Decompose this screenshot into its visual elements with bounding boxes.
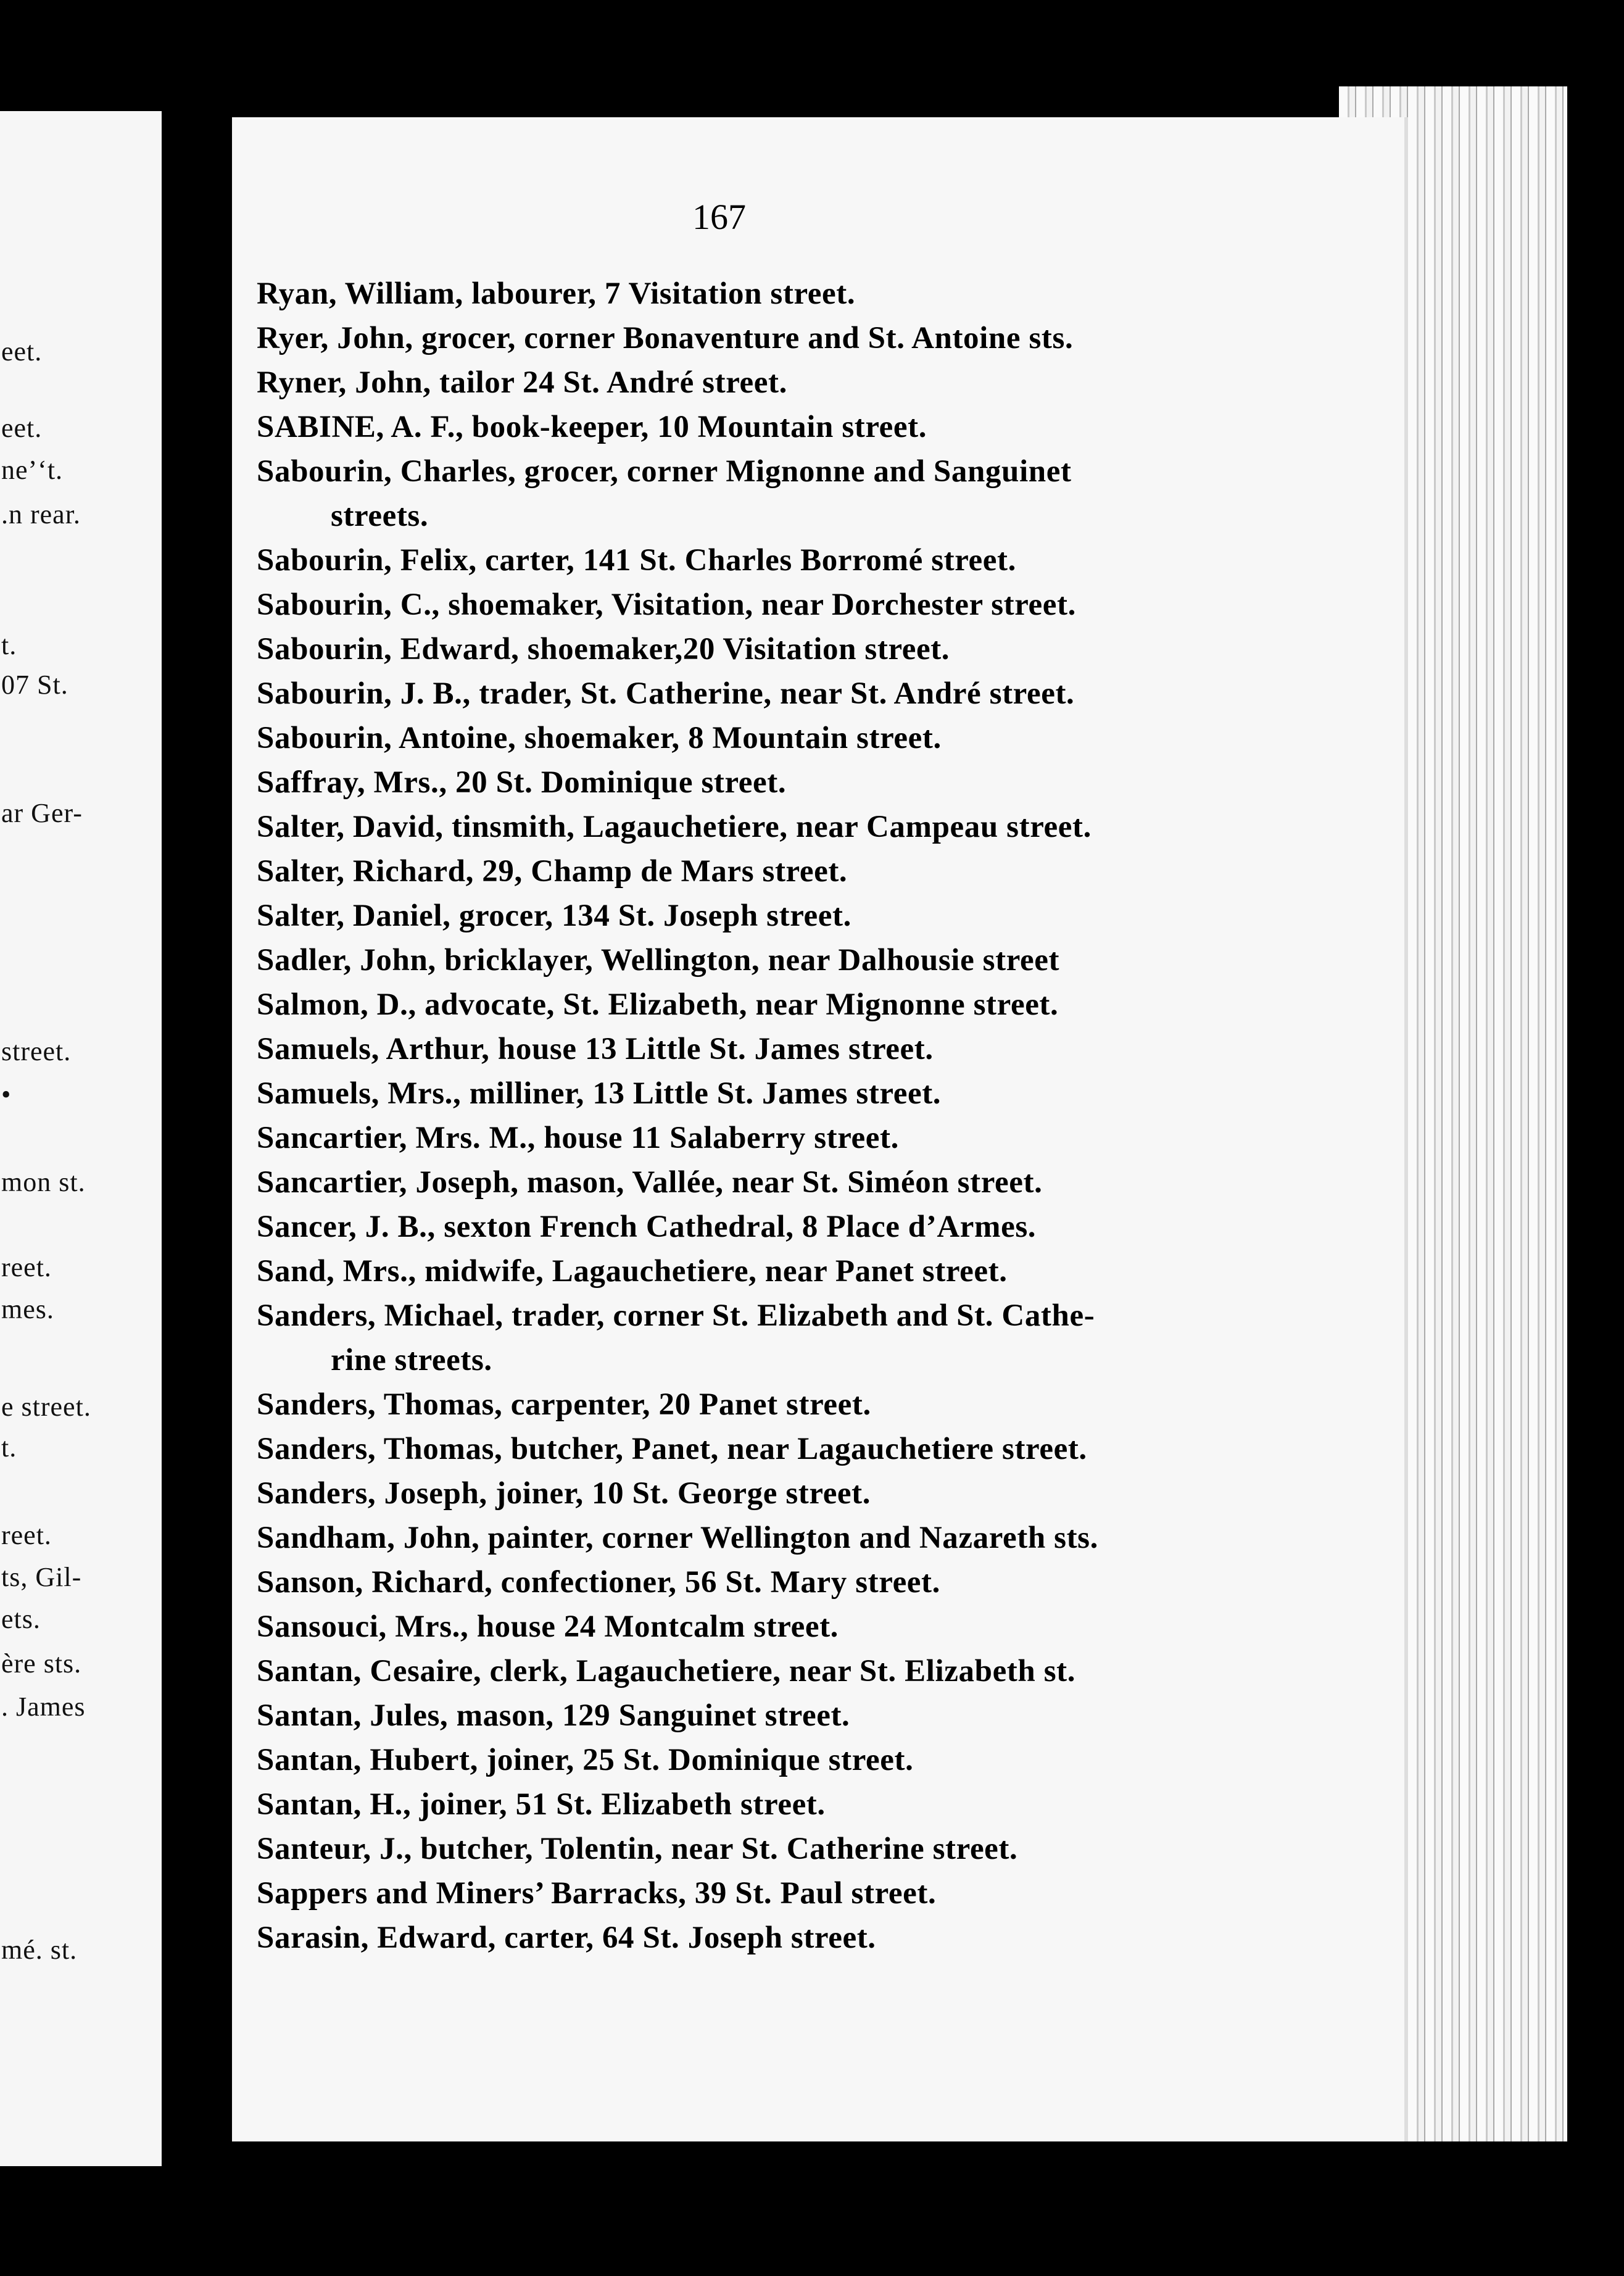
- directory-entry: [257, 360, 1306, 405]
- left-fragment: eet.: [1, 413, 43, 443]
- entry-text: Sanson, Richard, confectioner, 56 St. Mary street.: [257, 1565, 940, 1600]
- entry-text: Salter, Daniel, grocer, 134 St. Joseph street.: [257, 899, 851, 933]
- entry-text: Sancartier, Mrs. M., house 11 Salaberry street.: [257, 1121, 899, 1155]
- directory-entry: [257, 1471, 1306, 1516]
- left-fragment: ère sts.: [1, 1648, 82, 1679]
- directory-entry: [257, 1649, 1306, 1693]
- left-fragment: mon st.: [1, 1167, 86, 1197]
- entry-text: Sansouci, Mrs., house 24 Montcalm street.: [257, 1609, 839, 1644]
- entry-text: Sadler, John, bricklayer, Wellington, near Dalhousie street: [257, 943, 1060, 978]
- directory-entry: [257, 1916, 1306, 1960]
- entry-text: Salter, David, tinsmith, Lagauchetiere, near Campeau street.: [257, 810, 1092, 844]
- directory-entry: [257, 1205, 1306, 1249]
- left-fragment: mes.: [1, 1294, 54, 1324]
- directory-entries: [257, 272, 1306, 1960]
- entry-text: Samuels, Mrs., milliner, 13 Little St. James street.: [257, 1076, 942, 1111]
- entry-text: Sabourin, Felix, carter, 141 St. Charles Borromé street.: [257, 543, 1016, 578]
- directory-entry: [257, 1782, 1306, 1827]
- entry-text: Sabourin, Edward, shoemaker,20 Visitation street.: [257, 632, 950, 667]
- directory-entry: [257, 1249, 1306, 1294]
- directory-entry: [257, 982, 1306, 1027]
- entry-text: Sancartier, Joseph, mason, Vallée, near St. Siméon street.: [257, 1165, 1043, 1200]
- entry-text: Sabourin, J. B., trader, St. Catherine, near St. André street.: [257, 676, 1075, 711]
- entry-continuation: streets.: [331, 499, 429, 533]
- left-fragment: t.: [1, 1432, 17, 1463]
- left-fragment: ets.: [1, 1604, 41, 1634]
- directory-entry: [257, 449, 1306, 538]
- directory-entry: [257, 805, 1306, 849]
- entry-text: Samuels, Arthur, house 13 Little St. James street.: [257, 1032, 934, 1066]
- left-fragment: reet.: [1, 1252, 52, 1282]
- entry-text: Santan, Hubert, joiner, 25 St. Dominique street.: [257, 1743, 914, 1777]
- entry-text: SABINE, A. F., book-keeper, 10 Mountain street.: [257, 410, 927, 444]
- entry-text: Santeur, J., butcher, Tolentin, near St. Catherine street.: [257, 1832, 1018, 1866]
- entry-text: Sabourin, Charles, grocer, corner Mignonne and Sanguinet: [257, 454, 1072, 489]
- directory-entry: [257, 716, 1306, 760]
- directory-entry: [257, 1427, 1306, 1471]
- entry-text: Sappers and Miners’ Barracks, 39 St. Paul street.: [257, 1876, 937, 1911]
- entry-text: Ryan, William, labourer, 7 Visitation street.: [257, 276, 856, 311]
- entry-text: Santan, Jules, mason, 129 Sanguinet street.: [257, 1698, 850, 1733]
- entry-text: Saffray, Mrs., 20 St. Dominique street.: [257, 765, 787, 800]
- left-fragment: •: [1, 1079, 12, 1110]
- directory-entry: [257, 1738, 1306, 1782]
- entry-text: Salmon, D., advocate, St. Elizabeth, near Mignonne street.: [257, 987, 1059, 1022]
- directory-entry: [257, 1871, 1306, 1916]
- left-fragment: ts, Gil-: [1, 1562, 82, 1592]
- left-fragment: t.: [1, 630, 17, 660]
- entry-text: Sabourin, C., shoemaker, Visitation, near Dorchester street.: [257, 588, 1076, 622]
- left-fragment: ne’‘t.: [1, 455, 64, 485]
- entry-continuation: rine streets.: [331, 1343, 492, 1377]
- directory-entry: [257, 1027, 1306, 1071]
- entry-text: Sancer, J. B., sexton French Cathedral, 8 Place d’Armes.: [257, 1210, 1037, 1244]
- directory-entry: [257, 1160, 1306, 1205]
- directory-entry: [257, 1071, 1306, 1116]
- left-fragment: .n rear.: [1, 499, 81, 530]
- directory-entry: [257, 627, 1306, 671]
- entry-text: Sabourin, Antoine, shoemaker, 8 Mountain street.: [257, 721, 942, 755]
- left-fragment: 07 St.: [1, 670, 68, 700]
- entry-text: Santan, H., joiner, 51 St. Elizabeth street.: [257, 1787, 826, 1822]
- left-fragment: mé. st.: [1, 1935, 78, 1965]
- directory-entry: [257, 1516, 1306, 1560]
- entry-text: Salter, Richard, 29, Champ de Mars street.: [257, 854, 848, 889]
- left-fragment: e street.: [1, 1392, 91, 1422]
- left-fragment: street.: [1, 1036, 72, 1066]
- directory-entry: [257, 405, 1306, 449]
- entry-text: Ryer, John, grocer, corner Bonaventure and St. Antoine sts.: [257, 321, 1074, 355]
- directory-entry: [257, 760, 1306, 805]
- directory-entry: [257, 583, 1306, 627]
- directory-entry: [257, 894, 1306, 938]
- directory-entry: [257, 316, 1306, 360]
- directory-entry: [257, 1560, 1306, 1605]
- directory-entry: [257, 1382, 1306, 1427]
- left-page: [0, 111, 162, 2166]
- directory-entry: [257, 272, 1306, 316]
- entry-text: Sandham, John, painter, corner Wellington and Nazareth sts.: [257, 1521, 1098, 1555]
- directory-entry: [257, 671, 1306, 716]
- entry-text: Sanders, Thomas, butcher, Panet, near Lagauchetiere street.: [257, 1432, 1087, 1466]
- left-fragment: eet.: [1, 336, 43, 367]
- directory-entry: [257, 538, 1306, 583]
- entry-text: Sand, Mrs., midwife, Lagauchetiere, near Panet street.: [257, 1254, 1008, 1289]
- directory-entry: [257, 849, 1306, 894]
- entry-text: Sarasin, Edward, carter, 64 St. Joseph street.: [257, 1921, 876, 1955]
- entry-text: Sanders, Joseph, joiner, 10 St. George street.: [257, 1476, 871, 1511]
- left-fragment: . James: [1, 1692, 86, 1722]
- directory-entry: [257, 1827, 1306, 1871]
- entry-text: Sanders, Michael, trader, corner St. Elizabeth and St. Cathe-: [257, 1298, 1095, 1333]
- entry-text: Santan, Cesaire, clerk, Lagauchetiere, near St. Elizabeth st.: [257, 1654, 1076, 1688]
- entry-text: Ryner, John, tailor 24 St. André street.: [257, 365, 787, 400]
- left-fragment: reet.: [1, 1520, 52, 1550]
- entry-text: Sanders, Thomas, carpenter, 20 Panet street.: [257, 1387, 871, 1422]
- directory-entry: [257, 1693, 1306, 1738]
- directory-entry: [257, 1605, 1306, 1649]
- directory-entry: [257, 938, 1306, 982]
- left-fragment: ar Ger-: [1, 798, 83, 828]
- directory-entry: [257, 1116, 1306, 1160]
- directory-entry: [257, 1294, 1306, 1382]
- page-number: 167: [692, 197, 746, 237]
